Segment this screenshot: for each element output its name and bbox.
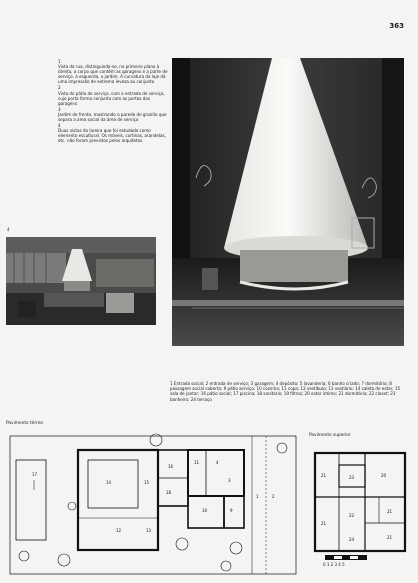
upper-floor-title: Pavimento superior bbox=[309, 433, 351, 438]
caption-number: 4 bbox=[58, 123, 61, 129]
ground-floor-plan bbox=[6, 428, 300, 578]
ground-floor-title: Pavimento térreo bbox=[6, 421, 43, 426]
photo-captions bbox=[58, 58, 168, 144]
upper-floor-plan bbox=[309, 441, 411, 553]
caption-text: Vista do pátio de serviço, com a entrada de serviço, cujo porta forma conjunto com as portas das garagens bbox=[58, 90, 165, 106]
figure-number: 4 bbox=[7, 227, 10, 232]
svg-text:22: 22 bbox=[349, 513, 355, 518]
svg-text:24: 24 bbox=[349, 537, 355, 542]
room-legend: 1 Entrada social; 2 entrada de serviço; 3 garagem; 4 depósito; 5 lavanderia; 6 banho criado; 7 dormitório; 8 passagem social coberta; 9 pátio serviço; 10 cozinha; 11 copa; 12 vestíbulo; 13 vestiário; 14 saleta de estar; 15 sala de jantar; 16 pátio social; 17 piscina; 18 sanitário; 19 filtros; 20 estar íntimo; 21 dormitório; 22 closet; 23 banheiro; 24 terraço bbox=[170, 381, 401, 402]
svg-text:4: 4 bbox=[216, 460, 219, 465]
fireplace-photo bbox=[172, 58, 404, 346]
caption-number: 2 bbox=[58, 85, 61, 91]
caption-text: Jardim de frente, mostrando a parede de granito que separa a área social da área de serviço bbox=[58, 111, 167, 123]
svg-text:16: 16 bbox=[168, 464, 174, 469]
svg-text:18: 18 bbox=[166, 490, 172, 495]
svg-text:21: 21 bbox=[321, 473, 327, 478]
svg-text:13: 13 bbox=[146, 528, 152, 533]
svg-text:11: 11 bbox=[194, 460, 200, 465]
caption-text: Vista da rua, distinguindo-se, no primeiro plano à direita, o corpo que contém as garagens e a parte de serviço, à esquerda, o jardim. A curvatura da laje dá uma impressão de extrema leveza ao conjunto bbox=[58, 64, 168, 85]
living-room-photo bbox=[6, 237, 156, 325]
caption-number: 3 bbox=[58, 106, 61, 112]
caption-text: Duas vistas da lareira que foi estudada como elemento escultural. Os móveis, cortinas, arandelas, etc. não foram previstos pelos arquitetos bbox=[58, 128, 166, 144]
svg-text:2: 2 bbox=[272, 494, 275, 499]
svg-text:1: 1 bbox=[256, 494, 259, 499]
svg-text:21: 21 bbox=[387, 509, 393, 514]
scale-bar bbox=[325, 555, 367, 560]
scale-label: 0 1 2 3 4 5 bbox=[323, 562, 345, 567]
svg-text:21: 21 bbox=[321, 521, 327, 526]
svg-text:9: 9 bbox=[230, 508, 233, 513]
page-number: 363 bbox=[389, 22, 404, 30]
svg-text:23: 23 bbox=[349, 475, 355, 480]
svg-text:12: 12 bbox=[116, 528, 122, 533]
svg-text:20: 20 bbox=[381, 473, 387, 478]
svg-text:14: 14 bbox=[106, 480, 112, 485]
svg-text:15: 15 bbox=[144, 480, 150, 485]
svg-text:21: 21 bbox=[387, 535, 393, 540]
svg-text:10: 10 bbox=[202, 508, 208, 513]
caption-number: 1 bbox=[58, 59, 61, 64]
svg-text:17: 17 bbox=[32, 472, 38, 477]
svg-text:3: 3 bbox=[228, 478, 231, 483]
